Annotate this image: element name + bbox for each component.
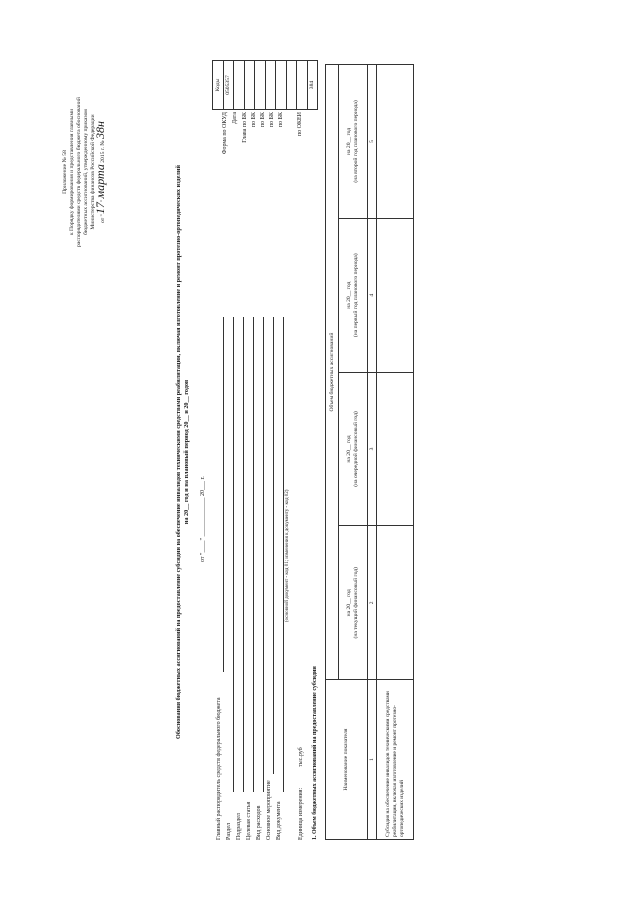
- field-main-event: Основное мероприятие: [266, 780, 272, 840]
- field-line[interactable]: [253, 317, 254, 792]
- date-month: марта: [93, 164, 107, 199]
- subsidy-table: [325, 64, 414, 840]
- code-article[interactable]: [276, 61, 287, 110]
- appendix-line: распорядителями средств федерального бюджета обоснований: [76, 97, 82, 247]
- field-subsection: Подраздел: [236, 813, 242, 840]
- code-section[interactable]: [255, 61, 266, 110]
- codes-table: [212, 60, 318, 110]
- section1-title: 1. Объем бюджетных ассигнований на предоставление субсидии: [312, 666, 318, 840]
- col-plan-year-1: на 20__ год (на первый год планового периода): [339, 218, 368, 372]
- code-label: по БК: [260, 112, 266, 128]
- field-line[interactable]: [283, 317, 284, 792]
- col-group-header: Объем бюджетных ассигнований: [326, 65, 339, 680]
- document-page: [40, 42, 600, 862]
- code-okud: 0505357: [223, 61, 234, 110]
- value-cell[interactable]: [377, 218, 414, 372]
- document-type-note: (основной документ - код 01; изменения к документу - код 02): [285, 489, 290, 622]
- code-label: по БК: [251, 112, 257, 128]
- code-date[interactable]: [234, 61, 245, 110]
- date-day: 17: [93, 202, 107, 215]
- table-row: [377, 65, 414, 840]
- field-expense-type: Вид расходов: [256, 805, 262, 840]
- appendix-header: [62, 42, 107, 302]
- field-line[interactable]: [223, 317, 224, 672]
- col-number: 2: [368, 526, 377, 680]
- field-chief-administrator: Главный распорядитель средств федерального бюджета: [216, 697, 222, 840]
- field-section: Раздел: [226, 823, 232, 840]
- appendix-date: от "17" марта 2015 г. № 38н: [93, 121, 107, 224]
- code-label: Глава по БК: [242, 112, 248, 143]
- codes-header: Коды: [213, 61, 224, 110]
- appendix-line: бюджетных ассигнований, утвержденному приказом: [83, 109, 89, 235]
- field-target-article: Целевая статья: [246, 801, 252, 840]
- appendix-line: Министерства финансов Российской Федерации: [90, 114, 96, 230]
- row-label: Субсидия на обеспечение инвалидов техническими средствами реабилитации, включая изготовление и ремонт протезно-ортопедических изделий: [377, 680, 414, 840]
- unit-label: Единица измерения:: [298, 787, 304, 840]
- col-number: 5: [368, 65, 377, 219]
- field-line[interactable]: [263, 317, 264, 792]
- document-title: [175, 42, 191, 862]
- col-number: 4: [368, 218, 377, 372]
- code-expense[interactable]: [286, 61, 297, 110]
- col-indicator-name: Наименование показателя: [326, 680, 368, 840]
- field-line[interactable]: [243, 317, 244, 792]
- field-line[interactable]: [273, 317, 274, 774]
- col-number: 1: [368, 680, 377, 840]
- field-line[interactable]: [233, 317, 234, 792]
- unit-value: тыс.руб: [298, 747, 304, 767]
- appendix-line: Приложение № 58: [62, 150, 68, 194]
- document-date-line: от "____" _____________ 20___ г.: [200, 476, 206, 562]
- value-cell[interactable]: [377, 65, 414, 219]
- value-cell[interactable]: [377, 372, 414, 526]
- code-label: Дата: [232, 112, 238, 124]
- title-line-2: на 20__ год и на плановый период 20__ и 20__ годов: [183, 379, 190, 525]
- col-current-year: на 20__ год (на текущий финансовый год): [339, 526, 368, 680]
- title-line-1: Обоснования бюджетных ассигнований на предоставление субсидии на обеспечение инвалидов техническими средствами реабилитации, включая изготовление и ремонт протезно-ортопедических изделий: [175, 165, 182, 739]
- field-document-type: Вид документа: [276, 801, 282, 840]
- code-label: Форма по ОКУД: [222, 112, 228, 155]
- code-okei: 384: [307, 61, 318, 110]
- code-subsection[interactable]: [265, 61, 276, 110]
- code-empty[interactable]: [297, 61, 308, 110]
- code-label: по БК: [278, 112, 284, 128]
- col-next-year: на 20__ год (на очередной финансовый год): [339, 372, 368, 526]
- code-label: по БК: [269, 112, 275, 128]
- value-cell[interactable]: [377, 526, 414, 680]
- col-plan-year-2: на 20__ год (на второй год планового периода): [339, 65, 368, 219]
- appendix-line: к Порядку формирования и представления главными: [69, 108, 75, 236]
- order-number: 38н: [93, 121, 107, 139]
- code-chapter[interactable]: [244, 61, 255, 110]
- col-number: 3: [368, 372, 377, 526]
- code-label: по ОКЕИ: [297, 112, 303, 137]
